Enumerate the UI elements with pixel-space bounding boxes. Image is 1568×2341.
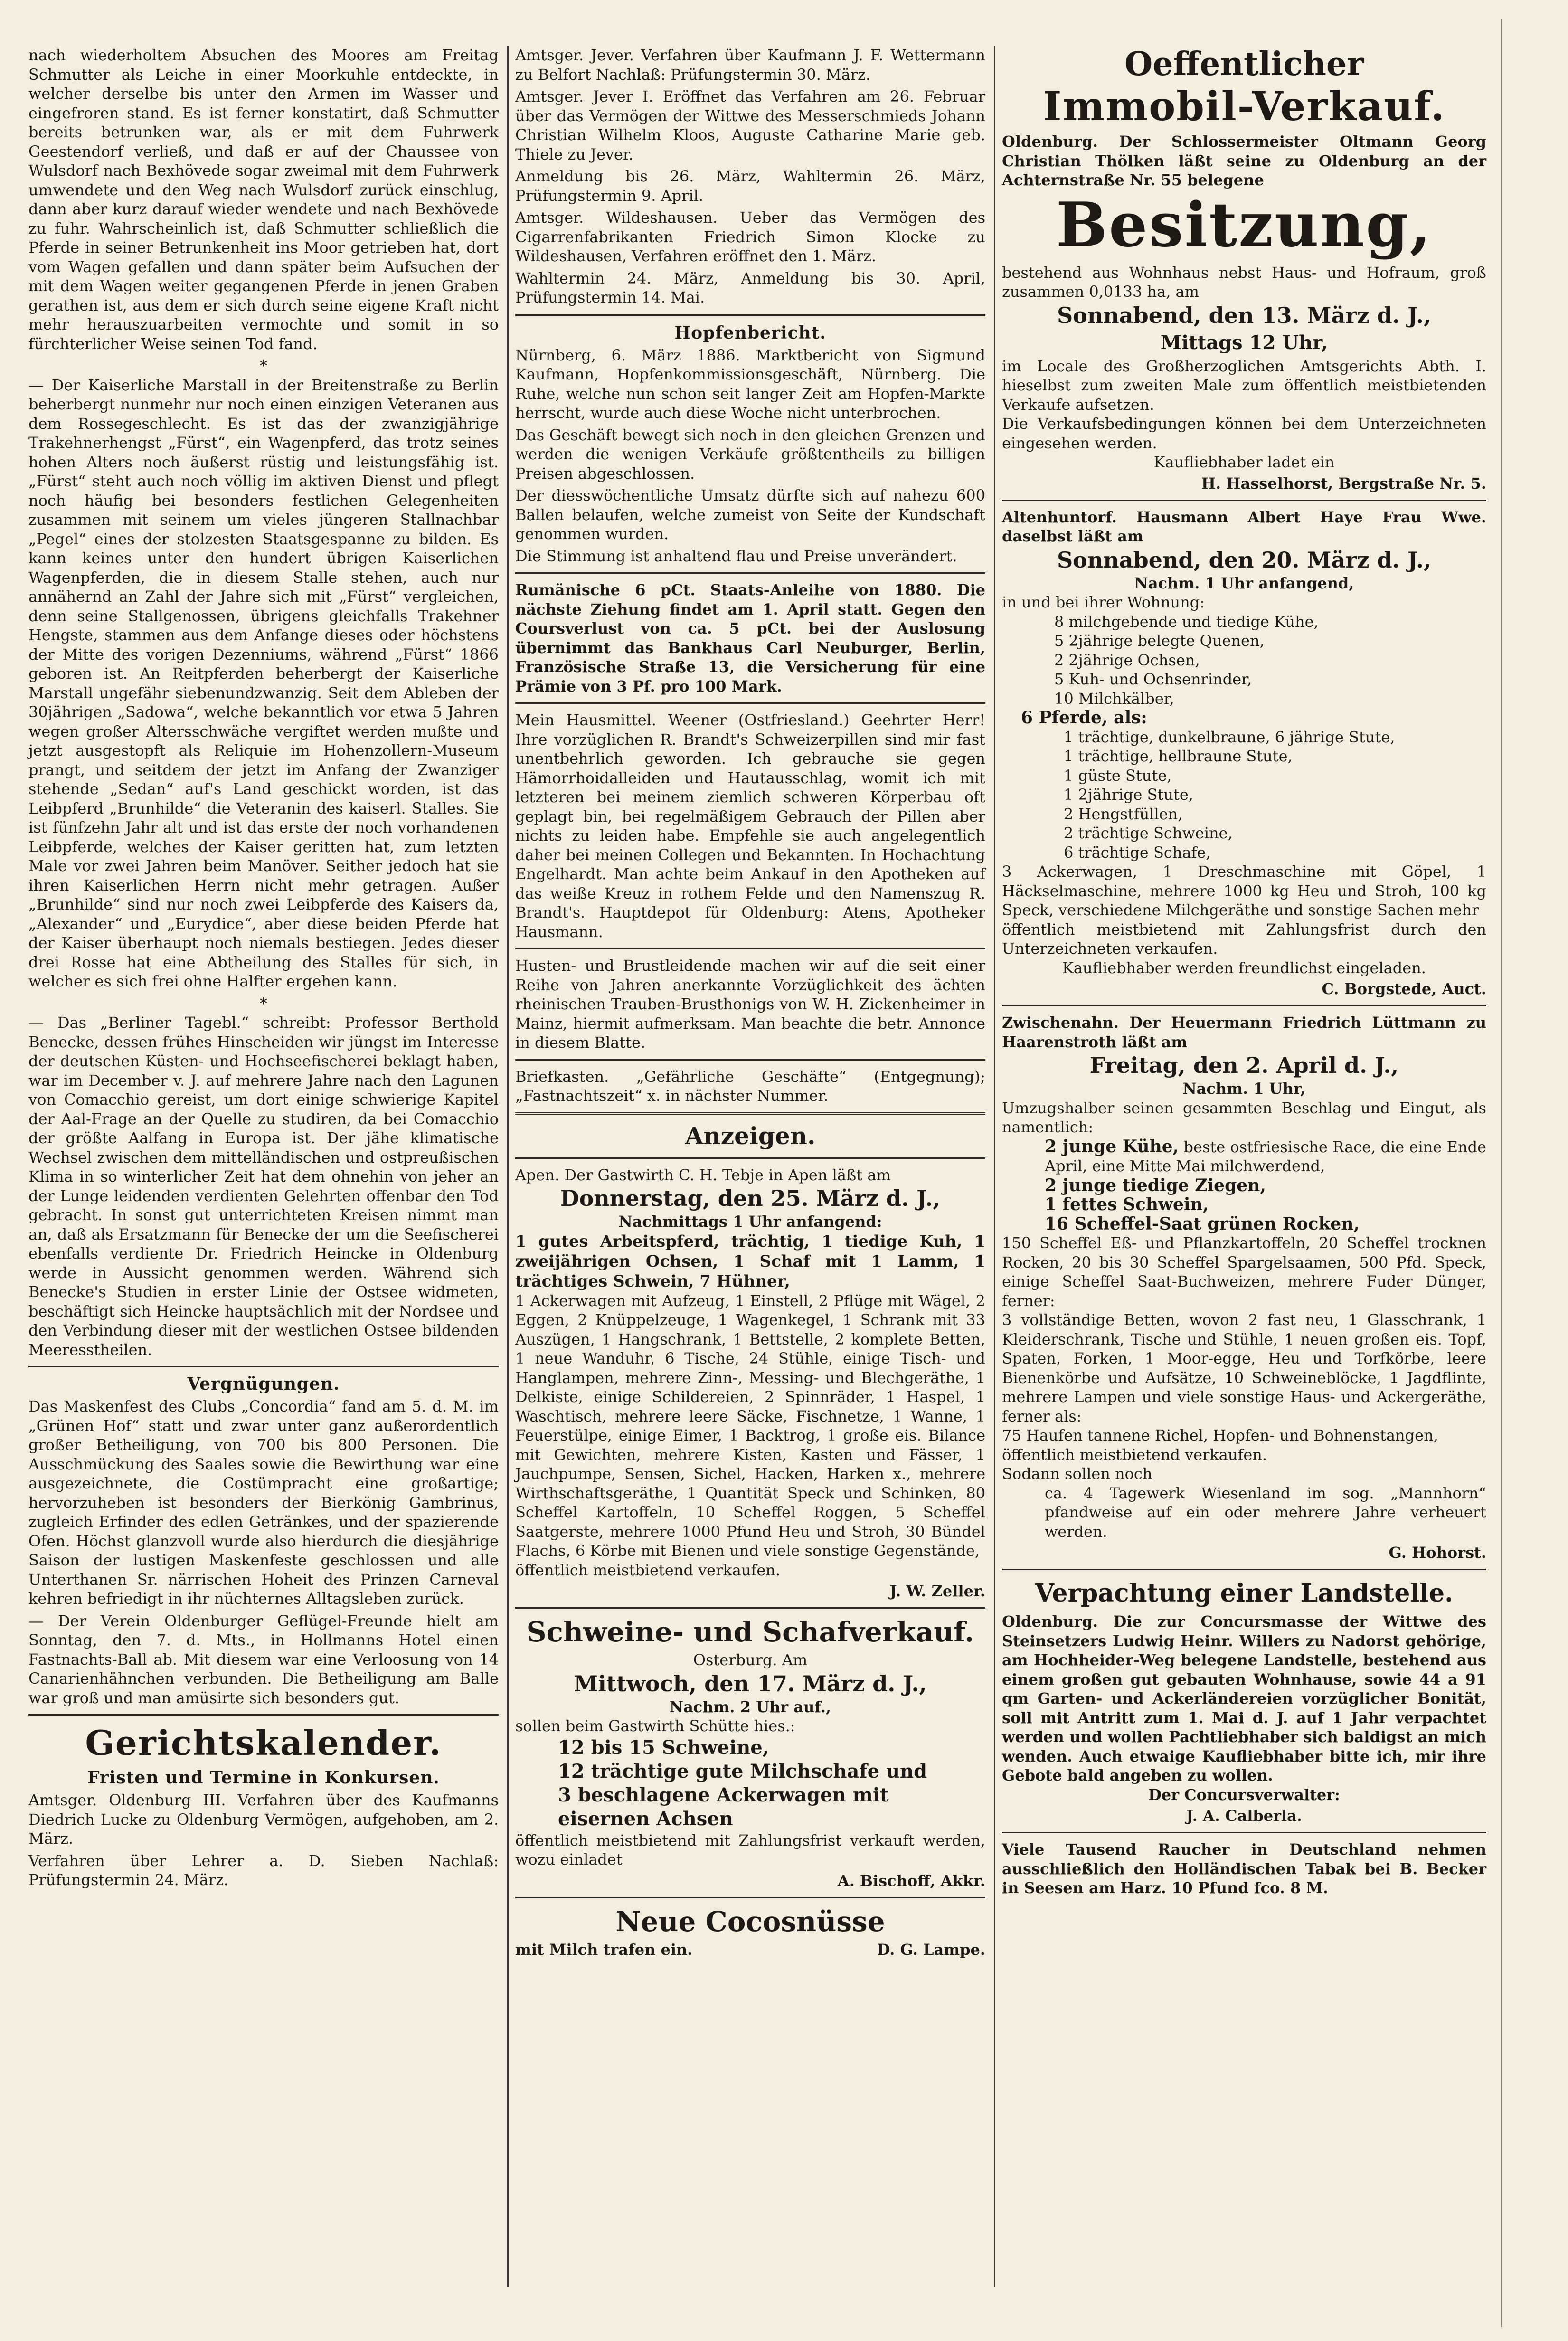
column-1: [28, 46, 499, 1893]
article-moor-accident: nach wiederholtem Absuchen des Moores am Freitag Schmutter als Leiche in einer Moorkuhle entdeckte, in welcher derselbe bis unter den Armen im Wasser und eingefroren stand. Es ist ferner konstatirt, daß Schmutter bereits betrunken war, als er mit dem Fuhrwerk Geestendorf verließ, und daß er auf der Chaussee von Wulsdorf nach Bexhövede sogar zweimal mit dem Fuhrwerk umwendete und den Weg nach Wulsdorf zurück einschlug, dann aber kurz darauf wieder wendete und nach Bexhövede zu fuhr. Wahrscheinlich ist, daß Schmutter schließlich die Pferde in seiner Betrunkenheit ins Moor getrieben hat, dort vom Wagen gefallen und dann später beim Aufsuchen der mit dem Wagen weiter gegangenen Pferde in jenen Graben gerathen ist, aus dem er sich durch seine eigene Kraft nicht mehr herauszuarbeiten vermochte und somit in so fürchterlicher Weise seinen Tod fand.: [28, 46, 499, 353]
section-rule: [515, 1157, 985, 1159]
ad-pferde-item: 6 trächtige Schafe,: [1064, 843, 1211, 862]
notice-jever-kloos: Amtsger. Jever I. Eröffnet das Verfahren am 26. Februar über das Vermögen der Wittwe des Messerschmieds Johann Christian Wilhelm Kloos, Auguste Catharine Marie geb. Thiele zu Jever.: [515, 87, 985, 163]
ad-altenhuntorf-time: Nachm. 1 Uhr anfangend,: [1134, 574, 1354, 592]
ad-apen-date: Donnerstag, den 25. März d. J.,: [560, 1185, 941, 1211]
ad-immobil-location: im Locale des Großherzoglichen Amtsgerichts Abth. I. hieselbst zum zweiten Male zum öffentlich meistbietenden Verkaufe aufsetzen.: [1002, 357, 1486, 414]
ad-cocos-title: Neue Cocosnüsse: [615, 1905, 885, 1938]
ad-altenhuntorf-signature: C. Borgstede, Auct.: [1322, 980, 1486, 998]
ad-immobil-invite: Kaufliebhaber ladet ein: [1153, 453, 1335, 471]
column-2: [515, 46, 985, 1959]
ad-altenhuntorf-date: Sonnabend, den 20. März d. J.,: [1057, 547, 1432, 573]
hopfen-para-1: Nürnberg, 6. März 1886. Marktbericht von Sigmund Kaufmann, Hopfenkommissionsgeschäft, Nürnberg. Die Ruhe, welche nun schon seit langer Zeit am Hopfen-Markte herrscht, wurde auch diese Woche nicht unterbrochen.: [515, 346, 985, 422]
ad-immobil-desc: bestehend aus Wohnhaus nebst Haus- und Hofraum, groß zusammen 0,0133 ha, am: [1002, 263, 1486, 301]
ad-zwischenahn-kuehe-desc: beste ostfriesische Race, die eine Ende April, eine Mitte Mai milchwerdend,: [1045, 1137, 1486, 1175]
ad-schweine-title: Schweine- und Schafverkauf.: [526, 1616, 974, 1648]
ad-zwischenahn-kuehe-label: 2 junge Kühe,: [1045, 1136, 1179, 1156]
ad-apen-intro: Apen. Der Gastwirth C. H. Tebje in Apen läßt am: [515, 1166, 891, 1184]
ad-immobil-signature: H. Hasselhorst, Bergstraße Nr. 5.: [1201, 474, 1486, 493]
section-rule: [515, 572, 985, 574]
section-rule: [515, 702, 985, 704]
notice-jever-dates: Anmeldung bis 26. März, Wahltermin 26. März, Prüfungstermin 9. April.: [515, 167, 985, 205]
ad-zwischenahn-rocken: 16 Scheffel-Saat grünen Rocken,: [1045, 1213, 1360, 1234]
ad-zwischenahn-time: Nachm. 1 Uhr,: [1182, 1080, 1306, 1098]
ad-tabak: Viele Tausend Raucher in Deutschland nehmen ausschließlich den Holländischen Tabak bei B. Becker in Seesen am Harz. 10 Pfund fco. 8 M.: [1002, 1840, 1486, 1897]
ad-schweine-place: Osterburg. Am: [693, 1651, 808, 1669]
section-rule: [515, 948, 985, 949]
separator-star: *: [260, 994, 267, 1013]
ad-altenhuntorf-item: 5 2jährige belegte Quenen,: [1054, 632, 1265, 650]
ad-rumaenische-anleihe: Rumänische 6 pCt. Staats-Anleihe von 1880. Die nächste Ziehung findet am 1. April statt. Gegen den Coursverlust von ca. 5 pCt. bei der Auslosung übernimmt das Bankhaus Carl Neuburger, Berlin, Französische Straße 13, die Versicherung für eine Prämie von 3 Pf. pro 100 Mark.: [515, 581, 985, 695]
ad-schweine-item: 3 beschlagene Ackerwagen mit eisernen Achsen: [558, 1783, 889, 1830]
ad-altenhuntorf-intro: Altenhuntorf. Hausmann Albert Haye Frau Wwe. daselbst läßt am: [1002, 508, 1486, 545]
ad-zwischenahn-pre: Umzugshalber seinen gesammten Beschlag und Eingut, als namentlich:: [1002, 1099, 1486, 1136]
notice-sieben: Verfahren über Lehrer a. D. Sieben Nachlaß: Prüfungstermin 24. März.: [28, 1851, 499, 1889]
page-edge-line: [1501, 19, 1502, 2327]
section-rule: [515, 314, 985, 316]
ad-zwischenahn-end: öffentlich meistbietend verkaufen.: [1002, 1445, 1267, 1464]
section-subtitle-fristen: Fristen und Termine in Konkursen.: [87, 1768, 440, 1788]
ad-immobil-conditions: Die Verkaufsbedingungen können bei dem Unterzeichneten eingesehen werden.: [1002, 415, 1486, 452]
ad-verpachtung-text: Oldenburg. Die zur Concursmasse der Wittwe des Steinsetzers Ludwig Heinr. Willers zu Nadorst gehörige, am Hochheider-Weg belegene Landstelle, bestehend aus einem großen gut gebauten Wohnhause, sowie 44 a 91 qm Garten- und Ackerländereien vorzüglicher Bonität, soll mit Antritt zum 1. Mai d. J. auf 1 Jahr verpachtet werden und wollen Pachtliebhaber sich baldigst an mich wenden. Auch etwaige Kaufliebhaber bitte ich, mir ihre Gebote bald angeben zu wollen.: [1002, 1612, 1486, 1784]
ad-altenhuntorf-item: 10 Milchkälber,: [1054, 689, 1174, 708]
hopfen-para-2: Das Geschäft bewegt sich noch in den gleichen Grenzen und werden die wenigen Verkäufe größtentheils zu billigen Preisen abgeschlossen.: [515, 426, 985, 483]
article-benecke: — Das „Berliner Tagebl.“ schreibt: Professor Berthold Benecke, dessen frühes Hinscheiden wir jüngst im Interesse der deutschen Küsten- und Hochseefischerei beklagt haben, war im December v. J. auf mehrere Jahre nach den Lagunen von Comacchio gereist, um dort einige schwierige Kapitel der Aal-Frage an der Quelle zu studiren, da bei Comacchio der größte Aalfang in Europa ist. Der jähe klimatische Wechsel zwischen dem mittelländischen und ostpreußischen Klima in so winterlicher Zeit hat dem ohnehin von jeher an der Lunge leidenden verdienten Gelehrten offenbar den Tod gebracht. In sonst gut unterrichteten Kreisen nimmt man an, daß als Ersatzmann für Benecke der um die Seefischerei ebenfalls verdiente Dr. Friedrich Heincke in Oldenburg werde in Aussicht genommen werden. Während sich Benecke's Studien in erster Linie der Ostsee widmeten, beschäftigt sich Heincke hauptsächlich mit der Nordsee und den Verbindung dieser mit der westlichen Ostsee bildenden Meeresstheilen.: [28, 1014, 499, 1359]
ad-verpachtung-verwalter: Der Concursverwalter:: [1148, 1785, 1340, 1804]
ad-altenhuntorf-rest: 3 Ackerwagen, 1 Dreschmaschine mit Göpel, 1 Häckselmaschine, mehrere 1000 kg Heu und Stroh, 100 kg Speck, verschiedene Milchgeräthe und sonstige Sachen mehr: [1002, 862, 1486, 919]
section-rule: [1002, 1569, 1486, 1570]
notice-oldenburg-lucke: Amtsger. Oldenburg III. Verfahren über des Kaufmanns Diedrich Lucke zu Oldenburg Vermögen, aufgehoben, am 2. März.: [28, 1791, 499, 1848]
separator-star: *: [260, 357, 267, 375]
ad-zwischenahn-wiese: ca. 4 Tagewerk Wiesenland im sog. „Mannhorn“ pfandweise auf ein oder mehrere Jahre verheuert werden.: [1045, 1484, 1486, 1541]
ad-altenhuntorf-item: 5 Kuh- und Ochsenrinder,: [1054, 670, 1252, 688]
ad-cocos-body: mit Milch trafen ein.: [515, 1940, 693, 1959]
ad-apen-end: öffentlich meistbietend verkaufen.: [515, 1561, 781, 1579]
ad-zwischenahn-rest2: 3 vollständige Betten, wovon 2 fast neu, 1 Glasschrank, 1 Kleiderschrank, Tische und Stühle, 1 neuen großen eis. Topf, Spaten, Forken, 1 Moor-egge, Heu und Torfkörbe, leere Bienenkörbe und Aufsätze, 10 Schweineblöcke, 1 Jagdflinte, mehrere Lampen und viele sonstige Haus- und Ackergeräthe, ferner als:: [1002, 1311, 1486, 1425]
section-title-hopfenbericht: Hopfenbericht.: [674, 322, 826, 343]
column-3: [1002, 46, 1486, 1898]
notice-jever-wettermann: Amtsger. Jever. Verfahren über Kaufmann J. F. Wettermann zu Belfort Nachlaß: Prüfungstermin 30. März.: [515, 46, 985, 84]
section-rule: [1002, 1005, 1486, 1006]
ad-schweine-signature: A. Bischoff, Akkr.: [837, 1871, 985, 1890]
ad-zwischenahn-rest: 150 Scheffel Eß- und Pflanzkartoffeln, 20 Scheffel trocknen Rocken, 20 bis 30 Scheffel Spargelsaamen, 500 Pfd. Speck, einige Scheffel Saat-Buchweizen, mehrere Fuder Dünger, ferner:: [1002, 1234, 1486, 1310]
hopfen-para-4: Die Stimmung ist anhaltend flau und Preise unverändert.: [515, 547, 957, 565]
ad-zwischenahn-ziegen: 2 junge tiedige Ziegen,: [1045, 1175, 1266, 1195]
ad-zwischenahn-rest3: 75 Haufen tannene Richel, Hopfen- und Bohnenstangen,: [1002, 1426, 1438, 1444]
ad-hausmittel: Mein Hausmittel. Weener (Ostfriesland.) Geehrter Herr! Ihre vorzüglichen R. Brandt's Schweizerpillen sind mir fast unentbehrlich geworden. Ich gebrauche sie gegen Hämorrhoidalleiden und Hautausschlag, womit ich mit letzteren bei meinem ziemlich schweren Körperbau oft geplagt bin, bei regelmäßigem Gebrauch der Pillen aber nichts zu leiden habe. Empfehle sie auch angelegentlich daher bei meinen Collegen und Bekannten. In Hochachtung Engelhardt. Man achte beim Ankauf in den Apotheken auf das weiße Kreuz in rothem Felde und den Namenszug R. Brandt's. Hauptdepot für Oldenburg: Atens, Apotheker Hausmann.: [515, 711, 985, 941]
ad-pferde-item: 2 trächtige Schweine,: [1064, 824, 1233, 842]
article-gefluegel-verein: — Der Verein Oldenburger Geflügel-Freunde hielt am Sonntag, den 7. d. Mts., in Hollmanns Hotel einen Fastnachts-Ball ab. Mit diesem war eine Verloosung von 14 Canarienhähnchen verbunden. Die Betheiligung am Balle war groß und man amüsirte sich besonders gut.: [28, 1611, 499, 1707]
ad-altenhuntorf-where: in und bei ihrer Wohnung:: [1002, 593, 1205, 611]
ad-altenhuntorf-end: öffentlich meistbietend mit Zahlungsfrist durch den Unterzeichneten verkaufen.: [1002, 920, 1486, 957]
ad-immobil-date: Sonnabend, den 13. März d. J.,: [1057, 302, 1432, 328]
ad-husten: Husten- und Brustleidende machen wir auf die seit einer Reihe von Jahren anerkannte Vorzüglichkeit des ächten rheinischen Trauben-Brusthonigs von W. H. Zickenheimer in Mainz, hiermit aufmerksam. Man beachte die betr. Annonce in diesem Blatte.: [515, 957, 985, 1052]
ad-immobil-time: Mittags 12 Uhr,: [1160, 331, 1328, 354]
section-rule: [515, 1059, 985, 1061]
ad-schweine-date: Mittwoch, den 17. März d. J.,: [574, 1670, 927, 1697]
ad-immobil-title-2: Immobil-Verkauf.: [1043, 83, 1445, 130]
section-title-vergnuegungen: Vergnügungen.: [187, 1374, 340, 1394]
ad-immobil-intro: Oldenburg. Der Schlossermeister Oltmann Georg Christian Thölken läßt seine zu Oldenburg an der Achternstraße Nr. 55 belegene: [1002, 133, 1486, 189]
ad-altenhuntorf-item: 2 2jährige Ochsen,: [1054, 651, 1200, 669]
ad-cocos-text: [515, 1940, 985, 1960]
hopfen-para-3: Der diesswöchentliche Umsatz dürfte sich auf nahezu 600 Ballen belaufen, welche zumeist von Seite der Kundschaft genommen wurden.: [515, 486, 985, 543]
ad-zwischenahn-kuehe: [1002, 1137, 1486, 1176]
section-rule: [1002, 1832, 1486, 1833]
ad-pferde-item: 1 trächtige, hellbraune Stute,: [1064, 747, 1293, 765]
ad-pferde-item: 1 güste Stute,: [1064, 766, 1172, 785]
ad-zwischenahn-schwein: 1 fettes Schwein,: [1045, 1194, 1209, 1214]
ad-zwischenahn-signature: G. Hohorst.: [1389, 1544, 1486, 1562]
ad-altenhuntorf-invite: Kaufliebhaber werden freundlichst eingeladen.: [1062, 958, 1426, 977]
article-kaiserlicher-marstall: — Der Kaiserliche Marstall in der Breitenstraße zu Berlin beherbergt nunmehr nur noch einen einzigen Veteranen aus dem Rossegeschlecht. Es ist das der zwanzigjährige Trakehnerhengst „Fürst“, ein Wagenpferd, das trotz seines hohen Alters noch äußerst rüstig und leistungsfähig ist. „Fürst“ steht auch noch völlig im aktiven Dienst und pflegt noch häufig bei besonders festlichen Gelegenheiten zusammen mit seinem um vieles jüngeren Stallnachbar „Pegel“ eines der stolzesten Staatsgespanne zu bilden. Es kann keines unter den hundert übrigen Kaiserlichen Wagenpferden, die in diesem Stalle stehen, auch nur annähernd an Zahl der Jahre sich mit „Fürst“ vergleichen, denn seine Stallgenossen, übrigens gleichfalls Trakehner Hengste, stammen aus dem Anfange dieses oder höchstens der Mitte des vorigen Dezenniums, während „Fürst“ 1866 geboren ist. An Reitpferden beherbergt der Kaiserliche Marstall ungefähr siebenundzwanzig. Seit dem Ableben der 30jährigen „Sadowa“, welche bekanntlich vor etwa 5 Jahren wegen großer Altersschwäche vergiftet werden mußte und jetzt ausgestopft als Reliquie im Hohenzollern-Museum prangt, und seitdem der jetzt im Anfang der Zwanziger stehende „Sedan“ auf's Land geschickt worden, ist das Leibpferd „Brunhilde“ die Veteranin des kaiserl. Stalles. Sie ist fünfzehn Jahr alt und ist das erste der noch vorhandenen Leibpferde, welches der Kaiser geritten hat, zum letzten Male vor zwei Jahren beim Manöver. Seither jedoch hat sie ihren Kaiserlichen Herrn nicht mehr getragen. Außer „Brunhilde“ sind nur noch zwei Leibpferde des Kaisers da, „Alexander“ und „Eurydice“, aber diese beiden Pferde hat der Kaiser überhaupt noch niemals bestiegen. Jedes dieser drei Rosse hat eine Abtheilung des Stalles für sich, in welcher es sich frei ohne Halfter ergehen kann.: [28, 376, 499, 990]
ad-schweine-intro: sollen beim Gastwirth Schütte hies.:: [515, 1717, 795, 1735]
column-divider: [994, 46, 995, 2287]
section-rule: [515, 1607, 985, 1609]
ad-altenhuntorf-item: 8 milchgebende und tiedige Kühe,: [1054, 612, 1319, 631]
ad-pferde-item: 2 Hengstfüllen,: [1064, 805, 1183, 823]
section-rule: [28, 1366, 499, 1367]
ad-pferde-item: 1 trächtige, dunkelbraune, 6 jährige Stute,: [1064, 728, 1395, 746]
notice-wildeshausen: Amtsger. Wildeshausen. Ueber das Vermögen des Cigarrenfabrikanten Friedrich Simon Klocke zu Wildeshausen, Verfahren eröffnet den 1. März.: [515, 209, 985, 265]
section-title-gerichtskalender: Gerichtskalender.: [85, 1723, 442, 1763]
ad-verpachtung-title: Verpachtung einer Landstelle.: [1035, 1579, 1454, 1608]
ad-apen-bold-items: 1 gutes Arbeitspferd, trächtig, 1 tiedige Kuh, 1 zweijährigen Ochsen, 1 Schaf mit 1 Lamm, 1 trächtiges Schwein, 7 Hühner,: [515, 1232, 985, 1291]
ad-zwischenahn-date: Freitag, den 2. April d. J.,: [1089, 1052, 1399, 1078]
ad-schweine-time: Nachm. 2 Uhr auf.,: [669, 1697, 831, 1716]
briefkasten: Briefkasten. „Gefährliche Geschäfte“ (Entgegnung); „Fastnachtszeit“ x. in nächster Nummer.: [515, 1067, 985, 1105]
ad-schweine-end: öffentlich meistbietend mit Zahlungsfrist verkauft werden, wozu einladet: [515, 1831, 985, 1868]
ad-altenhuntorf-pferde: 6 Pferde, als:: [1021, 708, 1147, 728]
section-rule: [1002, 500, 1486, 501]
column-divider: [507, 46, 509, 2287]
ad-apen-time: Nachmittags 1 Uhr anfangend:: [618, 1213, 882, 1231]
ad-verpachtung-signature: J. A. Calberla.: [1186, 1807, 1303, 1825]
article-maskenfest: Das Maskenfest des Clubs „Concordia“ fand am 5. d. M. im „Grünen Hof“ statt und zwar unter ganz außerordentlich großer Betheiligung, von 700 bis 800 Personen. Die Ausschmückung des Saales sowie die Bewirthung war eine ausgezeichnete, die Costümpracht eine großartige; hervorzuheben ist besonders der Bierkönig Gambrinus, zugleich Erfinder des edlen Getränkes, und der spazierende Ofen. Höchst glanzvoll wurde also hierdurch die diesjährige Saison der lustigen Maskenfeste geschlossen und alle Unterthanen Sr. närrischen Hoheit des Prinzen Carneval kehren befriedigt in ihr nüchternes Alltagsleben zurück.: [28, 1397, 499, 1608]
ad-zwischenahn-intro: Zwischenahn. Der Heuermann Friedrich Lüttmann zu Haarenstroth läßt am: [1002, 1014, 1486, 1051]
ad-immobil-title-1: Oeffentlicher: [1124, 45, 1364, 83]
ad-besitzung: Besitzung,: [1056, 189, 1433, 261]
ad-apen-signature: J. W. Zeller.: [889, 1582, 985, 1600]
ad-schweine-item: 12 trächtige gute Milchschafe und: [558, 1760, 927, 1782]
ad-apen-items: 1 Ackerwagen mit Aufzeug, 1 Einstell, 2 Pflüge mit Wägel, 2 Eggen, 2 Knüppelzeuge, 1 Wagenkegel, 1 Schrank mit 33 Auszügen, 1 Hangschrank, 1 Bettstelle, 2 komplete Betten, 1 neue Wanduhr, 6 Tische, 24 Stühle, einige Tisch- und Hanglampen, mehrere Zinn-, Messing- und Blechgeräthe, 1 Delkiste, einige Schildereien, 2 Spinnräder, 1 Haspel, 1 Waschtisch, mehrere leere Säcke, Fischnetze, 1 Wanne, 1 Feuerstülpe, einige Eimer, 1 Backtrog, 1 große eis. Bilance mit Gewichten, mehrere Kisten, Kasten und Fässer, 1 Jauchpumpe, Sensen, Sichel, Hacken, Harken x., mehrere Wirthschaftsgeräthe, 1 Quantität Speck und Schinken, 80 Scheffel Kartoffeln, 10 Scheffel Roggen, 5 Scheffel Saatgerste, mehrere 1000 Pfund Heu und Stroh, 30 Bündel Flachs, 6 Körbe mit Bienen und viele sonstige Gegenstände,: [515, 1291, 985, 1560]
ad-schweine-item: 12 bis 15 Schweine,: [558, 1736, 769, 1759]
section-title-anzeigen: Anzeigen.: [685, 1121, 816, 1150]
ad-cocos-signature: D. G. Lampe.: [877, 1940, 985, 1959]
section-rule: [28, 1714, 499, 1716]
ad-pferde-item: 1 2jährige Stute,: [1064, 786, 1193, 804]
section-rule: [515, 1112, 985, 1115]
section-rule: [515, 1897, 985, 1898]
ad-zwischenahn-also: Sodann sollen noch: [1002, 1465, 1152, 1483]
notice-wildeshausen-dates: Wahltermin 24. März, Anmeldung bis 30. April, Prüfungstermin 14. Mai.: [515, 269, 985, 306]
